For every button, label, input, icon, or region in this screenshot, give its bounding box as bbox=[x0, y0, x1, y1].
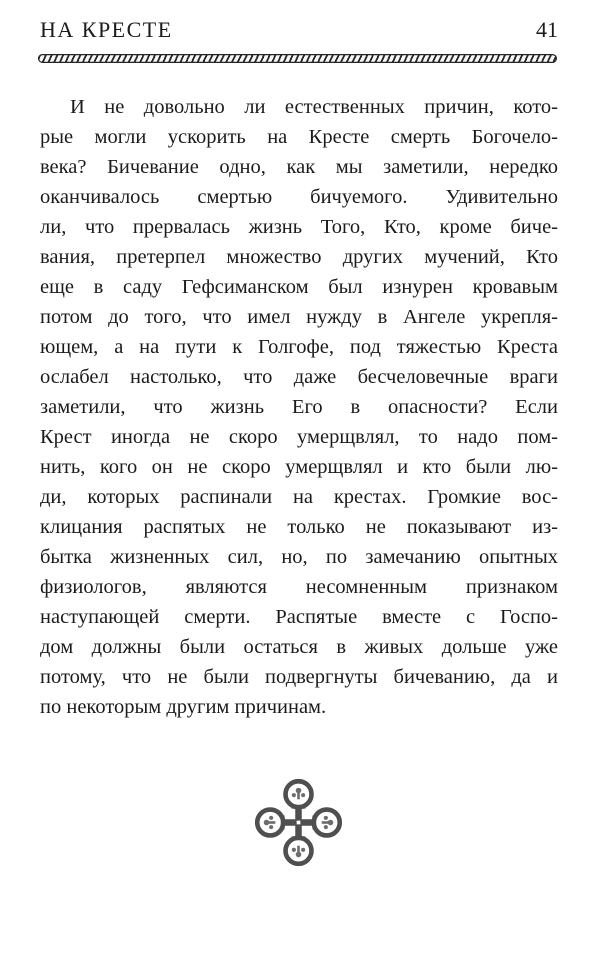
body-line: рые могли ускорить на Кресте смерть Богочело- bbox=[40, 126, 558, 148]
body-line: нить, кого он не скоро умерщвлял и кто были лю- bbox=[40, 456, 558, 478]
body-line: Крест иногда не скоро умерщвлял, то надо пом- bbox=[40, 426, 558, 448]
page-header bbox=[40, 17, 558, 43]
body-line: по некоторым другим причинам. bbox=[40, 696, 327, 718]
body-line: физиологов, являются несомненным признаком bbox=[40, 576, 558, 598]
body-line: оканчивалось смертью бичуемого. Удивительно bbox=[40, 186, 558, 208]
body-line: клицания распятых не только не показывают из- bbox=[40, 516, 558, 538]
body-line: еще в саду Гефсиманском был изнурен кровавым bbox=[40, 276, 558, 298]
page-number: 41 bbox=[536, 17, 558, 42]
body-line: ослабел настолько, что даже бесчеловечные враги bbox=[40, 366, 558, 388]
body-line: И не довольно ли естественных причин, кото- bbox=[70, 96, 558, 118]
body-line: века? Бичевание одно, как мы заметили, нередко bbox=[40, 156, 558, 178]
body-line: дом должны были остаться в живых дольше уже bbox=[40, 636, 558, 658]
cross-ornament-icon bbox=[254, 778, 343, 867]
body-line: ди, которых распинали на крестах. Громкие вос- bbox=[40, 486, 558, 508]
body-line: наступающей смерти. Распятые вместе с Госпо- bbox=[40, 606, 558, 628]
body-paragraph bbox=[40, 92, 558, 722]
rope-divider bbox=[38, 54, 557, 63]
body-line: потом до того, что имел нужду в Ангеле укрепля- bbox=[40, 306, 558, 328]
ornament bbox=[0, 778, 600, 867]
body-line: потому, что не были подвергнуты бичеванию, да и bbox=[40, 666, 558, 688]
body-line: ющем, а на пути к Голгофе, под тяжестью Креста bbox=[40, 336, 558, 358]
running-title: НА КРЕСТЕ bbox=[40, 17, 173, 42]
body-line: бытка жизненных сил, но, по замечанию опытных bbox=[40, 546, 558, 568]
body-line: ли, что прервалась жизнь Того, Кто, кроме биче- bbox=[40, 216, 558, 238]
body-line: заметили, что жизнь Его в опасности? Если bbox=[40, 396, 558, 418]
body-line: вания, претерпел множество других мучений, Кто bbox=[40, 246, 558, 268]
